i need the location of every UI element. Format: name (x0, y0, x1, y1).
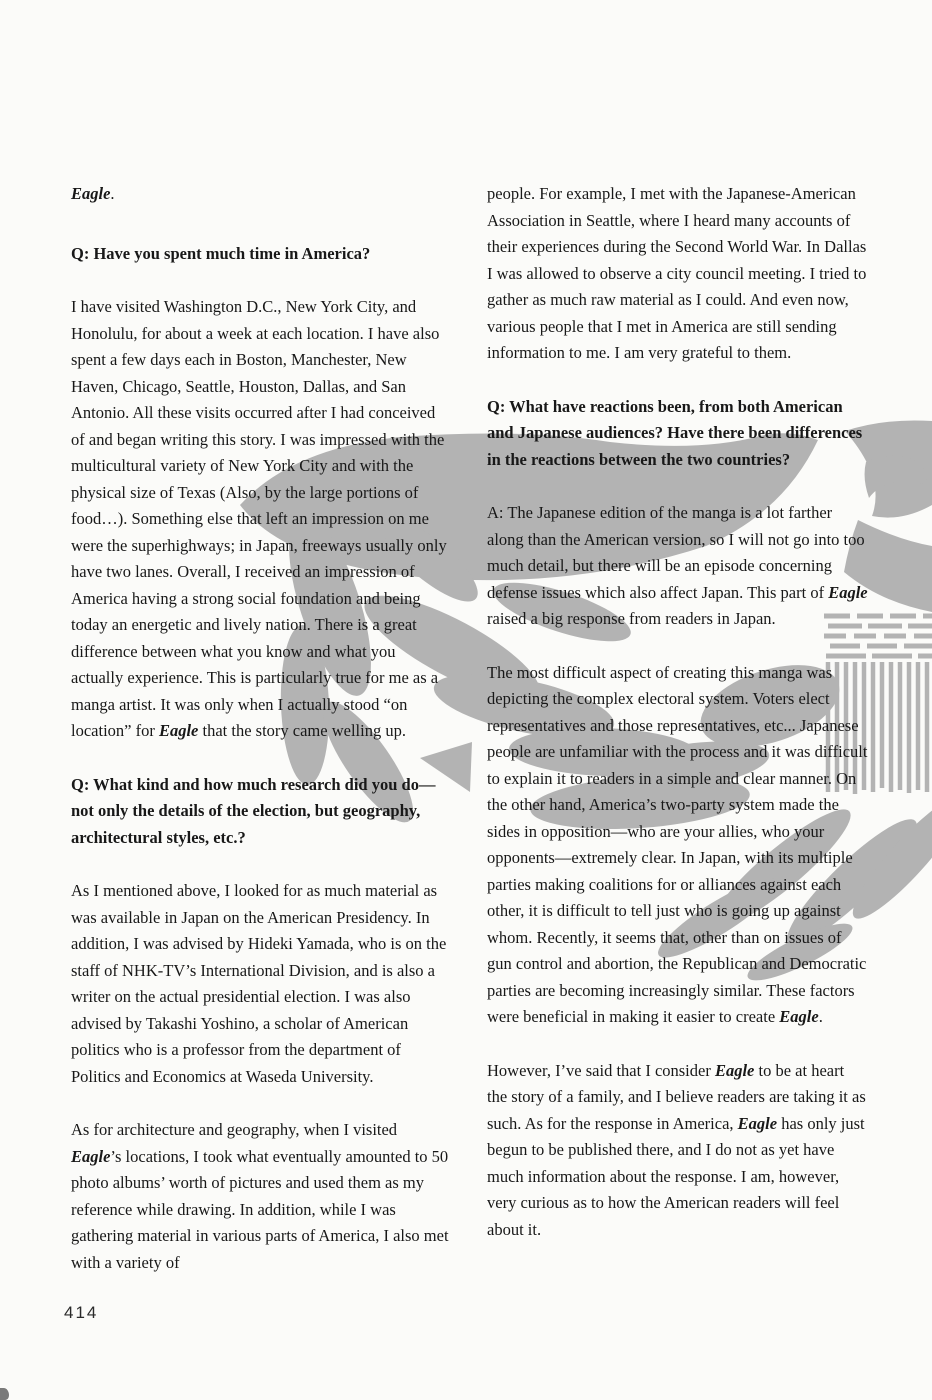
text-run: Q: Have you spent much time in America? (71, 243, 371, 263)
book-title-emphasis: Eagle (714, 1060, 755, 1080)
text-run: As for architecture and geography, when I visited (71, 1120, 398, 1139)
book-title-emphasis: Eagle (158, 721, 199, 740)
book-title-emphasis: Eagle (779, 1007, 819, 1026)
interview-answer-paragraph (71, 1117, 450, 1276)
interview-answer-paragraph (487, 500, 868, 633)
text-run: Q: What kind and how much research did you do—not only the details of the election, but geography, architectural styles, etc.? (71, 774, 436, 847)
interview-answer-paragraph (487, 181, 868, 367)
text-run: people. For example, I met with the Japanese-American Association in Seattle, where I heard many accounts of their experiences during the Second World War. In Dallas I was allowed to observe a city council meeting. I tried to gather as much raw material as I could. And even now, various people that I met in America are still sending information to me. I am very grateful to them. (487, 184, 867, 362)
text-run: that the story came welling up. (198, 721, 406, 740)
left-column (71, 181, 450, 1303)
interview-question (71, 241, 450, 268)
book-title-emphasis: Eagle (737, 1113, 778, 1133)
text-run: A: The Japanese edition of the manga is a lot farther along than the American version, so I will not go into too much detail, but there will be an episode concerning defense issues which also affect Japan. This part of (487, 503, 865, 602)
continued-sentence (71, 181, 450, 208)
book-title-emphasis: Eagle (828, 582, 868, 602)
text-run: raised a big response from readers in Japan. (487, 609, 776, 628)
right-column (487, 181, 868, 1270)
text-run: . (110, 184, 115, 203)
book-title-emphasis: Eagle (71, 1146, 111, 1166)
text-run: As I mentioned above, I looked for as much material as was available in Japan on the American Presidency. In addition, I was advised by Hideki Yamada, who is on the staff of NHK-TV’s International Division, and is also a writer on the actual presidential election. I was also advised by Takashi Yoshino, a scholar of American politics who is a professor from the department of Politics and Economics at Waseda University. (71, 881, 447, 1086)
text-run: to be at heart the story of a family, and I believe readers are taking it as such. As for the response in America, (487, 1060, 866, 1133)
interview-answer-paragraph (71, 294, 450, 745)
text-run: ’s locations, I took what eventually amounted to 50 photo albums’ worth of pictures and used them as my reference while drawing. In addition, while I was gathering material in various parts of America, I also met with a variety of (71, 1146, 449, 1272)
book-title-emphasis: Eagle (71, 184, 111, 203)
scan-artifact (0, 1388, 9, 1400)
interview-answer-paragraph (487, 1058, 868, 1244)
text-run: However, I’ve said that I consider (487, 1060, 715, 1080)
page-number: 414 (64, 1303, 99, 1322)
text-run: . (818, 1007, 823, 1026)
interview-question (71, 772, 450, 852)
text-run: The most difficult aspect of creating this manga was depicting the complex electoral system. Voters elect representatives and those representatives, etc... Japanese people are unfamiliar with the process and it was difficult to explain it to readers in a simple and clear manner. On the other hand, America’s two-party system made the sides in opposition—who are your allies, who your opponents—extremely clear. In Japan, with its multiple parties making coalitions for or alliances against each other, it is difficult to tell just who is going up against whom. Recently, it seems that, other than on issues of gun control and abortion, the Republican and Democratic parties are becoming increasingly similar. These factors were beneficial in making it easier to create (487, 662, 868, 1026)
text-run: has only just begun to be published there, and I do not as yet have much information about the response. I am, however, very curious as to how the American readers will feel about it. (487, 1113, 865, 1239)
text-run: I have visited Washington D.C., New York City, and Honolulu, for about a week at each location. I have also spent a few days each in Boston, Manchester, New Haven, Chicago, Seattle, Houston, Dallas, and San Antonio. All these visits occurred after I had conceived of and began writing this story. I was impressed with the multicultural variety of New York City and with the physical size of Texas (Also, by the large portions of food…). Something else that left an impression on me were the superhighways; in Japan, freeways usually only have two lanes. Overall, I received an impression of America having a strong social foundation and being today an energetic and lively nation. There is a great difference between what you know and what you actually experience. This is particularly true for me as a manga artist. It was only when I actually stood “on location” for (71, 297, 447, 740)
interview-answer-paragraph (71, 878, 450, 1090)
interview-question (487, 394, 868, 474)
text-run: Q: What have reactions been, from both American and Japanese audiences? Have there been differences in the reactions between the two countries? (487, 396, 863, 469)
interview-answer-paragraph (487, 660, 868, 1031)
